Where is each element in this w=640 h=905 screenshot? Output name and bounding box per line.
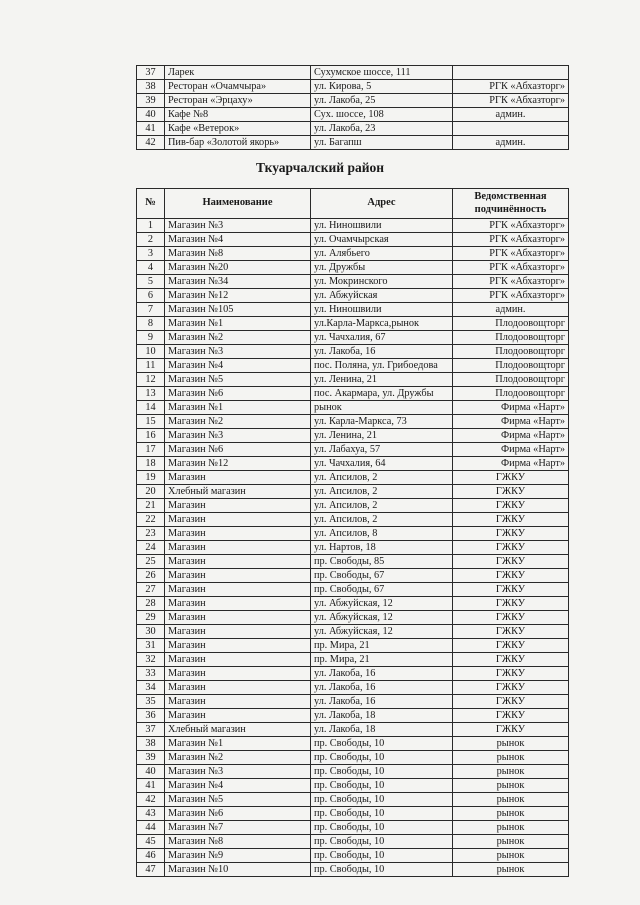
cell-dept: админ. xyxy=(453,136,569,150)
table-row xyxy=(137,345,569,359)
cell-name: Магазин №6 xyxy=(165,443,311,457)
table-row xyxy=(137,709,569,723)
table-row xyxy=(137,569,569,583)
cell-dept: рынок xyxy=(453,863,569,877)
section-title: Ткуарчалский район xyxy=(255,160,385,175)
continuation-table xyxy=(136,65,569,150)
cell-dept: Плодоовощторг xyxy=(453,331,569,345)
cell-num: 22 xyxy=(137,513,165,527)
cell-name: Магазин xyxy=(165,597,311,611)
cell-address: пр. Свободы, 10 xyxy=(311,793,453,807)
table-row xyxy=(137,541,569,555)
table-row xyxy=(137,681,569,695)
cell-name: Магазин xyxy=(165,653,311,667)
cell-name: Магазин №5 xyxy=(165,793,311,807)
table-row xyxy=(137,695,569,709)
cell-dept: Плодоовощторг xyxy=(453,359,569,373)
cell-dept: РГК «Абхазторг» xyxy=(453,289,569,303)
header-num: № xyxy=(137,189,165,219)
cell-name: Магазин xyxy=(165,541,311,555)
cell-dept: рынок xyxy=(453,765,569,779)
table-row xyxy=(137,331,569,345)
cell-dept: рынок xyxy=(453,807,569,821)
table-row xyxy=(137,80,569,94)
cell-dept: Фирма «Нарт» xyxy=(453,443,569,457)
cell-dept: рынок xyxy=(453,737,569,751)
table-row xyxy=(137,555,569,569)
cell-name: Магазин №8 xyxy=(165,247,311,261)
cell-dept xyxy=(453,66,569,80)
header-address: Адрес xyxy=(311,189,453,219)
cell-name: Ресторан «Очамчыра» xyxy=(165,80,311,94)
cell-name: Магазин №4 xyxy=(165,233,311,247)
table-row xyxy=(137,863,569,877)
cell-name: Магазин №3 xyxy=(165,219,311,233)
cell-dept: ГЖКУ xyxy=(453,597,569,611)
cell-num: 38 xyxy=(137,80,165,94)
cell-num: 40 xyxy=(137,108,165,122)
cell-num: 6 xyxy=(137,289,165,303)
cell-address: ул. Апсилов, 8 xyxy=(311,527,453,541)
cell-address: ул.Карла-Маркса,рынок xyxy=(311,317,453,331)
cell-address: ул. Кирова, 5 xyxy=(311,80,453,94)
cell-name: Магазин №7 xyxy=(165,821,311,835)
cell-name: Магазин №2 xyxy=(165,415,311,429)
cell-address: ул. Абжуйская, 12 xyxy=(311,625,453,639)
cell-num: 23 xyxy=(137,527,165,541)
table-row xyxy=(137,275,569,289)
cell-dept xyxy=(453,122,569,136)
cell-num: 28 xyxy=(137,597,165,611)
table-row xyxy=(137,443,569,457)
table-row xyxy=(137,457,569,471)
cell-dept: рынок xyxy=(453,821,569,835)
table-row xyxy=(137,597,569,611)
cell-dept: рынок xyxy=(453,793,569,807)
cell-num: 42 xyxy=(137,136,165,150)
cell-address: пр. Свободы, 67 xyxy=(311,583,453,597)
cell-name: Магазин xyxy=(165,639,311,653)
cell-name: Магазин xyxy=(165,611,311,625)
cell-address: пр. Свободы, 10 xyxy=(311,751,453,765)
cell-name: Магазин xyxy=(165,569,311,583)
cell-name: Магазин xyxy=(165,583,311,597)
cell-name: Магазин xyxy=(165,667,311,681)
table-row xyxy=(137,723,569,737)
table-row xyxy=(137,485,569,499)
cell-dept: ГЖКУ xyxy=(453,667,569,681)
cell-name: Магазин №12 xyxy=(165,457,311,471)
table-row xyxy=(137,751,569,765)
table-row xyxy=(137,108,569,122)
table-row xyxy=(137,317,569,331)
cell-num: 18 xyxy=(137,457,165,471)
table-row xyxy=(137,233,569,247)
cell-dept: рынок xyxy=(453,835,569,849)
cell-name: Магазин №5 xyxy=(165,373,311,387)
cell-dept: админ. xyxy=(453,108,569,122)
cell-name: Магазин №2 xyxy=(165,751,311,765)
cell-dept: ГЖКУ xyxy=(453,709,569,723)
table-row xyxy=(137,219,569,233)
cell-num: 20 xyxy=(137,485,165,499)
cell-num: 38 xyxy=(137,737,165,751)
cell-dept: Плодоовощторг xyxy=(453,317,569,331)
cell-num: 39 xyxy=(137,94,165,108)
cell-address: ул. Апсилов, 2 xyxy=(311,485,453,499)
cell-address: ул. Лакоба, 25 xyxy=(311,94,453,108)
cell-num: 7 xyxy=(137,303,165,317)
cell-name: Магазин №3 xyxy=(165,429,311,443)
table-row xyxy=(137,779,569,793)
cell-name: Магазин №2 xyxy=(165,331,311,345)
cell-address: ул. Лакоба, 18 xyxy=(311,723,453,737)
cell-dept: РГК «Абхазторг» xyxy=(453,275,569,289)
cell-address: ул. Чачхалия, 67 xyxy=(311,331,453,345)
cell-num: 3 xyxy=(137,247,165,261)
cell-num: 5 xyxy=(137,275,165,289)
cell-name: Кафе «Ветерок» xyxy=(165,122,311,136)
cell-name: Магазин №1 xyxy=(165,401,311,415)
cell-num: 4 xyxy=(137,261,165,275)
cell-address: пос. Поляна, ул. Грибоедова xyxy=(311,359,453,373)
cell-num: 41 xyxy=(137,122,165,136)
table-row xyxy=(137,303,569,317)
cell-address: пос. Акармара, ул. Дружбы xyxy=(311,387,453,401)
cell-address: ул. Апсилов, 2 xyxy=(311,499,453,513)
cell-num: 33 xyxy=(137,667,165,681)
table-header-row xyxy=(137,189,569,219)
cell-num: 10 xyxy=(137,345,165,359)
cell-address: ул. Лакоба, 16 xyxy=(311,695,453,709)
cell-num: 35 xyxy=(137,695,165,709)
table-row xyxy=(137,387,569,401)
cell-name: Магазин №1 xyxy=(165,317,311,331)
continuation-table-body xyxy=(137,66,569,150)
table-row xyxy=(137,527,569,541)
cell-address: ул. Апсилов, 2 xyxy=(311,471,453,485)
table-row xyxy=(137,513,569,527)
cell-address: пр. Свободы, 10 xyxy=(311,849,453,863)
cell-name: Магазин №4 xyxy=(165,359,311,373)
cell-address: ул. Чачхалия, 64 xyxy=(311,457,453,471)
shops-table xyxy=(136,188,569,877)
cell-num: 24 xyxy=(137,541,165,555)
cell-num: 45 xyxy=(137,835,165,849)
cell-address: ул. Абжуйская xyxy=(311,289,453,303)
table-row xyxy=(137,835,569,849)
cell-name: Ресторан «Эрцаху» xyxy=(165,94,311,108)
shops-table-body xyxy=(137,219,569,877)
cell-num: 14 xyxy=(137,401,165,415)
cell-num: 30 xyxy=(137,625,165,639)
cell-name: Магазин №9 xyxy=(165,849,311,863)
cell-name: Магазин xyxy=(165,625,311,639)
cell-num: 12 xyxy=(137,373,165,387)
table-row xyxy=(137,611,569,625)
cell-dept: Плодоовощторг xyxy=(453,387,569,401)
cell-num: 26 xyxy=(137,569,165,583)
cell-num: 40 xyxy=(137,765,165,779)
cell-address: ул. Карла-Маркса, 73 xyxy=(311,415,453,429)
cell-address: ул. Лакоба, 18 xyxy=(311,709,453,723)
table-row xyxy=(137,415,569,429)
cell-name: Магазин №4 xyxy=(165,779,311,793)
cell-address: пр. Свободы, 85 xyxy=(311,555,453,569)
cell-dept: Плодоовощторг xyxy=(453,373,569,387)
cell-address: пр. Свободы, 67 xyxy=(311,569,453,583)
table-row xyxy=(137,289,569,303)
cell-num: 9 xyxy=(137,331,165,345)
cell-address: ул. Мокринского xyxy=(311,275,453,289)
cell-address: ул. Апсилов, 2 xyxy=(311,513,453,527)
cell-dept: ГЖКУ xyxy=(453,611,569,625)
cell-dept: ГЖКУ xyxy=(453,569,569,583)
cell-address: ул. Ленина, 21 xyxy=(311,373,453,387)
cell-num: 46 xyxy=(137,849,165,863)
cell-name: Магазин №6 xyxy=(165,807,311,821)
cell-num: 21 xyxy=(137,499,165,513)
table-row xyxy=(137,122,569,136)
cell-num: 31 xyxy=(137,639,165,653)
cell-num: 41 xyxy=(137,779,165,793)
cell-address: ул. Ленина, 21 xyxy=(311,429,453,443)
cell-num: 43 xyxy=(137,807,165,821)
cell-name: Кафе №8 xyxy=(165,108,311,122)
cell-num: 32 xyxy=(137,653,165,667)
cell-name: Магазин №3 xyxy=(165,765,311,779)
cell-num: 11 xyxy=(137,359,165,373)
table-row xyxy=(137,653,569,667)
cell-address: Сух. шоссе, 108 xyxy=(311,108,453,122)
cell-name: Магазин №10 xyxy=(165,863,311,877)
cell-dept: ГЖКУ xyxy=(453,555,569,569)
cell-address: пр. Свободы, 10 xyxy=(311,821,453,835)
cell-address: ул. Алябьего xyxy=(311,247,453,261)
cell-num: 44 xyxy=(137,821,165,835)
cell-dept: рынок xyxy=(453,779,569,793)
cell-dept: ГЖКУ xyxy=(453,723,569,737)
cell-dept: админ. xyxy=(453,303,569,317)
cell-name: Магазин №6 xyxy=(165,387,311,401)
cell-num: 15 xyxy=(137,415,165,429)
cell-num: 25 xyxy=(137,555,165,569)
cell-name: Магазин xyxy=(165,709,311,723)
cell-address: пр. Свободы, 10 xyxy=(311,765,453,779)
cell-dept: ГЖКУ xyxy=(453,653,569,667)
cell-dept: РГК «Абхазторг» xyxy=(453,261,569,275)
cell-num: 16 xyxy=(137,429,165,443)
cell-dept: ГЖКУ xyxy=(453,499,569,513)
cell-num: 13 xyxy=(137,387,165,401)
cell-address: пр. Свободы, 10 xyxy=(311,779,453,793)
cell-address: ул. Абжуйская, 12 xyxy=(311,597,453,611)
cell-address: ул. Лакоба, 16 xyxy=(311,667,453,681)
cell-address: ул. Лакоба, 16 xyxy=(311,681,453,695)
cell-name: Магазин №20 xyxy=(165,261,311,275)
cell-dept: Фирма «Нарт» xyxy=(453,429,569,443)
cell-dept: ГЖКУ xyxy=(453,583,569,597)
cell-dept: ГЖКУ xyxy=(453,527,569,541)
cell-address: ул. Лакоба, 23 xyxy=(311,122,453,136)
cell-dept: ГЖКУ xyxy=(453,471,569,485)
cell-name: Хлебный магазин xyxy=(165,723,311,737)
cell-dept: РГК «Абхазторг» xyxy=(453,247,569,261)
table-row xyxy=(137,793,569,807)
cell-dept: ГЖКУ xyxy=(453,541,569,555)
cell-dept: ГЖКУ xyxy=(453,513,569,527)
table-row xyxy=(137,261,569,275)
cell-num: 27 xyxy=(137,583,165,597)
cell-dept: ГЖКУ xyxy=(453,681,569,695)
cell-num: 34 xyxy=(137,681,165,695)
cell-dept: РГК «Абхазторг» xyxy=(453,94,569,108)
cell-address: ул. Дружбы xyxy=(311,261,453,275)
cell-name: Магазин №34 xyxy=(165,275,311,289)
cell-name: Хлебный магазин xyxy=(165,485,311,499)
cell-num: 37 xyxy=(137,723,165,737)
table-row xyxy=(137,471,569,485)
cell-num: 39 xyxy=(137,751,165,765)
table-row xyxy=(137,401,569,415)
cell-num: 8 xyxy=(137,317,165,331)
table-row xyxy=(137,765,569,779)
cell-name: Магазин xyxy=(165,695,311,709)
cell-dept: РГК «Абхазторг» xyxy=(453,219,569,233)
cell-num: 17 xyxy=(137,443,165,457)
table-row xyxy=(137,247,569,261)
cell-address: ул. Ниношвили xyxy=(311,219,453,233)
table-row xyxy=(137,359,569,373)
table-row xyxy=(137,136,569,150)
cell-num: 29 xyxy=(137,611,165,625)
cell-address: ул. Очамчырская xyxy=(311,233,453,247)
cell-name: Магазин xyxy=(165,681,311,695)
table-row xyxy=(137,807,569,821)
cell-address: пр. Свободы, 10 xyxy=(311,863,453,877)
cell-name: Магазин №8 xyxy=(165,835,311,849)
cell-address: пр. Свободы, 10 xyxy=(311,807,453,821)
header-dept: Ведомственная подчинённость xyxy=(453,189,569,219)
cell-address: ул. Лакоба, 16 xyxy=(311,345,453,359)
table-row xyxy=(137,583,569,597)
cell-dept: Фирма «Нарт» xyxy=(453,415,569,429)
table-row xyxy=(137,639,569,653)
cell-name: Магазин №3 xyxy=(165,345,311,359)
cell-name: Пив-бар «Золотой якорь» xyxy=(165,136,311,150)
cell-num: 47 xyxy=(137,863,165,877)
cell-num: 42 xyxy=(137,793,165,807)
cell-dept: Плодоовощторг xyxy=(453,345,569,359)
cell-dept: РГК «Абхазторг» xyxy=(453,80,569,94)
cell-dept: рынок xyxy=(453,751,569,765)
cell-address: ул. Лабахуа, 57 xyxy=(311,443,453,457)
cell-address: пр. Свободы, 10 xyxy=(311,737,453,751)
cell-num: 36 xyxy=(137,709,165,723)
cell-dept: РГК «Абхазторг» xyxy=(453,233,569,247)
cell-address: ул. Нартов, 18 xyxy=(311,541,453,555)
table-row xyxy=(137,737,569,751)
cell-address: Сухумское шоссе, 111 xyxy=(311,66,453,80)
cell-num: 37 xyxy=(137,66,165,80)
cell-address: пр. Мира, 21 xyxy=(311,653,453,667)
table-row xyxy=(137,373,569,387)
cell-dept: Фирма «Нарт» xyxy=(453,457,569,471)
table-row xyxy=(137,667,569,681)
table-row xyxy=(137,849,569,863)
cell-num: 1 xyxy=(137,219,165,233)
cell-name: Магазин №12 xyxy=(165,289,311,303)
cell-name: Магазин xyxy=(165,527,311,541)
cell-name: Магазин xyxy=(165,499,311,513)
cell-dept: рынок xyxy=(453,849,569,863)
cell-address: рынок xyxy=(311,401,453,415)
cell-name: Магазин №105 xyxy=(165,303,311,317)
cell-dept: Фирма «Нарт» xyxy=(453,401,569,415)
header-name: Наименование xyxy=(165,189,311,219)
table-row xyxy=(137,821,569,835)
cell-address: ул. Ниношвили xyxy=(311,303,453,317)
cell-num: 19 xyxy=(137,471,165,485)
cell-name: Магазин xyxy=(165,513,311,527)
cell-address: пр. Свободы, 10 xyxy=(311,835,453,849)
cell-address: ул. Абжуйская, 12 xyxy=(311,611,453,625)
cell-name: Магазин №1 xyxy=(165,737,311,751)
table-row xyxy=(137,429,569,443)
cell-name: Ларек xyxy=(165,66,311,80)
cell-name: Магазин xyxy=(165,471,311,485)
cell-dept: ГЖКУ xyxy=(453,639,569,653)
table-row xyxy=(137,66,569,80)
cell-dept: ГЖКУ xyxy=(453,625,569,639)
table-row xyxy=(137,94,569,108)
cell-dept: ГЖКУ xyxy=(453,485,569,499)
table-row xyxy=(137,499,569,513)
table-row xyxy=(137,625,569,639)
cell-dept: ГЖКУ xyxy=(453,695,569,709)
cell-address: пр. Мира, 21 xyxy=(311,639,453,653)
cell-address: ул. Багапш xyxy=(311,136,453,150)
cell-num: 2 xyxy=(137,233,165,247)
cell-name: Магазин xyxy=(165,555,311,569)
